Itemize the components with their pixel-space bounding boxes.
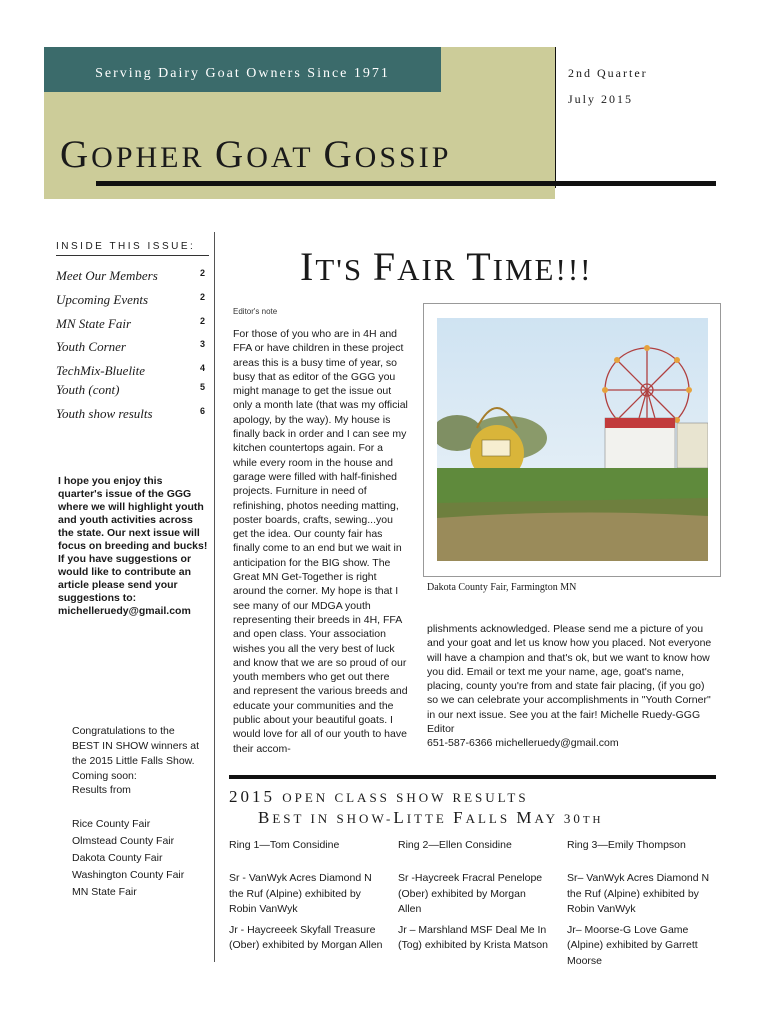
junior-winner: Jr - Haycreeek Skyfall Treasure (Ober) exhibited by Morgan Allen <box>229 923 383 951</box>
results-from-label: Results from <box>72 784 131 796</box>
issue-quarter: 2nd Quarter <box>568 66 648 80</box>
toc-item[interactable]: TechMix-Bluelite 4 <box>56 363 205 378</box>
article-column-2 <box>427 622 712 751</box>
fair-list-item: MN State Fair <box>72 886 137 898</box>
editors-note-label: Editor's note <box>233 307 278 316</box>
ring-results <box>229 871 389 959</box>
fair-list-item: Rice County Fair <box>72 818 151 830</box>
newsletter-title: GOPHER GOAT GOSSIP <box>60 133 452 176</box>
ring-judge: Ring 1—Tom Considine <box>229 839 340 851</box>
editor-contact: 651-587-6366 michelleruedy@gmail.com <box>427 737 619 750</box>
junior-winner: Jr– Moorse-G Love Game (Alpine) exhibited by Garrett Moorse <box>567 923 698 967</box>
issue-date: July 2015 <box>568 92 634 106</box>
article-column-2-text: plishments acknowledged. Please send me a picture of you and your goat and let us know how you placed. Not everyone will have a champion and that's ok, but we want to know how you did. Email or text me your name, age, goat's name, placing, county you're from and state fair placing, (if you go) so we can celebrate your accomplishments in "Youth Corner" in our next issue. See you at the fair! Michelle Ruedy-GGG Editor <box>427 623 712 736</box>
article-column-1: For those of you who are in 4H and FFA or have children in these project areas this is a busy time of year, so busy that as editor of the GGG you might manage to get the issue out only a month late (that was my official apology, by the way). My house is finally back in order and I can see my kitchen countertops again. For a while every room in the house and garage were filled with half-finished projects. Furniture in need of refinishing, photos needing matting, poster boards, crafts, sewing...you get the idea. Our county fair has finally come to an end but we wait in anticipation for the BIG show. The Great MN Get-Together is right around the corner. My hope is that I see many of our MDGA youth representing their breeds in 4H, FFA and open class. Your association wishes you all the very best of luck and know that we are so proud of our youth members who get out there and represent the various breeds and educate your communities and the public about your beautiful goats. I would love for all of our youth to have their accom- <box>233 328 408 755</box>
ring-results <box>398 871 548 959</box>
fair-list-item: Washington County Fair <box>72 869 185 881</box>
inside-issue-rule <box>56 255 209 256</box>
article-title: IT'S FAIR TIME!!! <box>300 244 593 289</box>
fair-list-item: Dakota County Fair <box>72 852 163 864</box>
ring-results <box>567 871 717 974</box>
toc-item[interactable]: Upcoming Events 2 <box>56 292 205 307</box>
ring-judge: Ring 3—Emily Thompson <box>567 839 686 851</box>
toc-item[interactable]: Youth Corner 3 <box>56 339 205 354</box>
sidebar-divider <box>214 232 215 962</box>
senior-winner: Sr– VanWyk Acres Diamond N the Ruf (Alpine) exhibited by Robin VanWyk <box>567 872 710 915</box>
inside-issue-heading: INSIDE THIS ISSUE: <box>56 241 196 252</box>
title-rule <box>96 181 716 186</box>
senior-winner: Sr -Haycreek Fracral Penelope (Ober) exhibited by Morgan Allen <box>398 872 543 915</box>
ring-judge: Ring 2—Ellen Considine <box>398 839 512 851</box>
toc-item[interactable]: Youth (cont) 5 <box>56 382 205 397</box>
header-divider <box>555 47 556 188</box>
junior-winner: Jr – Marshland MSF Deal Me In (Tog) exhibited by Krista Matson <box>398 923 548 951</box>
toc-item[interactable]: MN State Fair 2 <box>56 316 205 331</box>
fair-list-item: Olmstead County Fair <box>72 835 175 847</box>
editor-intro: I hope you enjoy this quarter's issue of the GGG where we will highlight youth and youth activities across the state. Our next issue will focus on breeding and bucks! If you have suggestions or would like to contribute an article please send your suggestions to: michelleruedy@gmail.com <box>58 475 208 617</box>
county-fair-photo <box>437 318 708 561</box>
results-title: 2015 OPEN CLASS SHOW RESULTS <box>229 787 529 806</box>
results-subtitle: BEST IN SHOW-LITTE FALLS MAY 30TH <box>258 808 604 827</box>
photo-caption: Dakota County Fair, Farmington MN <box>427 582 577 593</box>
toc-item[interactable]: Meet Our Members 2 <box>56 268 205 283</box>
tagline: Serving Dairy Goat Owners Since 1971 <box>95 66 390 81</box>
congrats-text: Congratulations to the BEST IN SHOW winners at the 2015 Little Falls Show. Coming soon: <box>72 725 200 782</box>
senior-winner: Sr - VanWyk Acres Diamond N the Ruf (Alpine) exhibited by Robin VanWyk <box>229 872 372 915</box>
toc-item[interactable]: Youth show results 6 <box>56 406 205 421</box>
results-rule <box>229 775 716 779</box>
